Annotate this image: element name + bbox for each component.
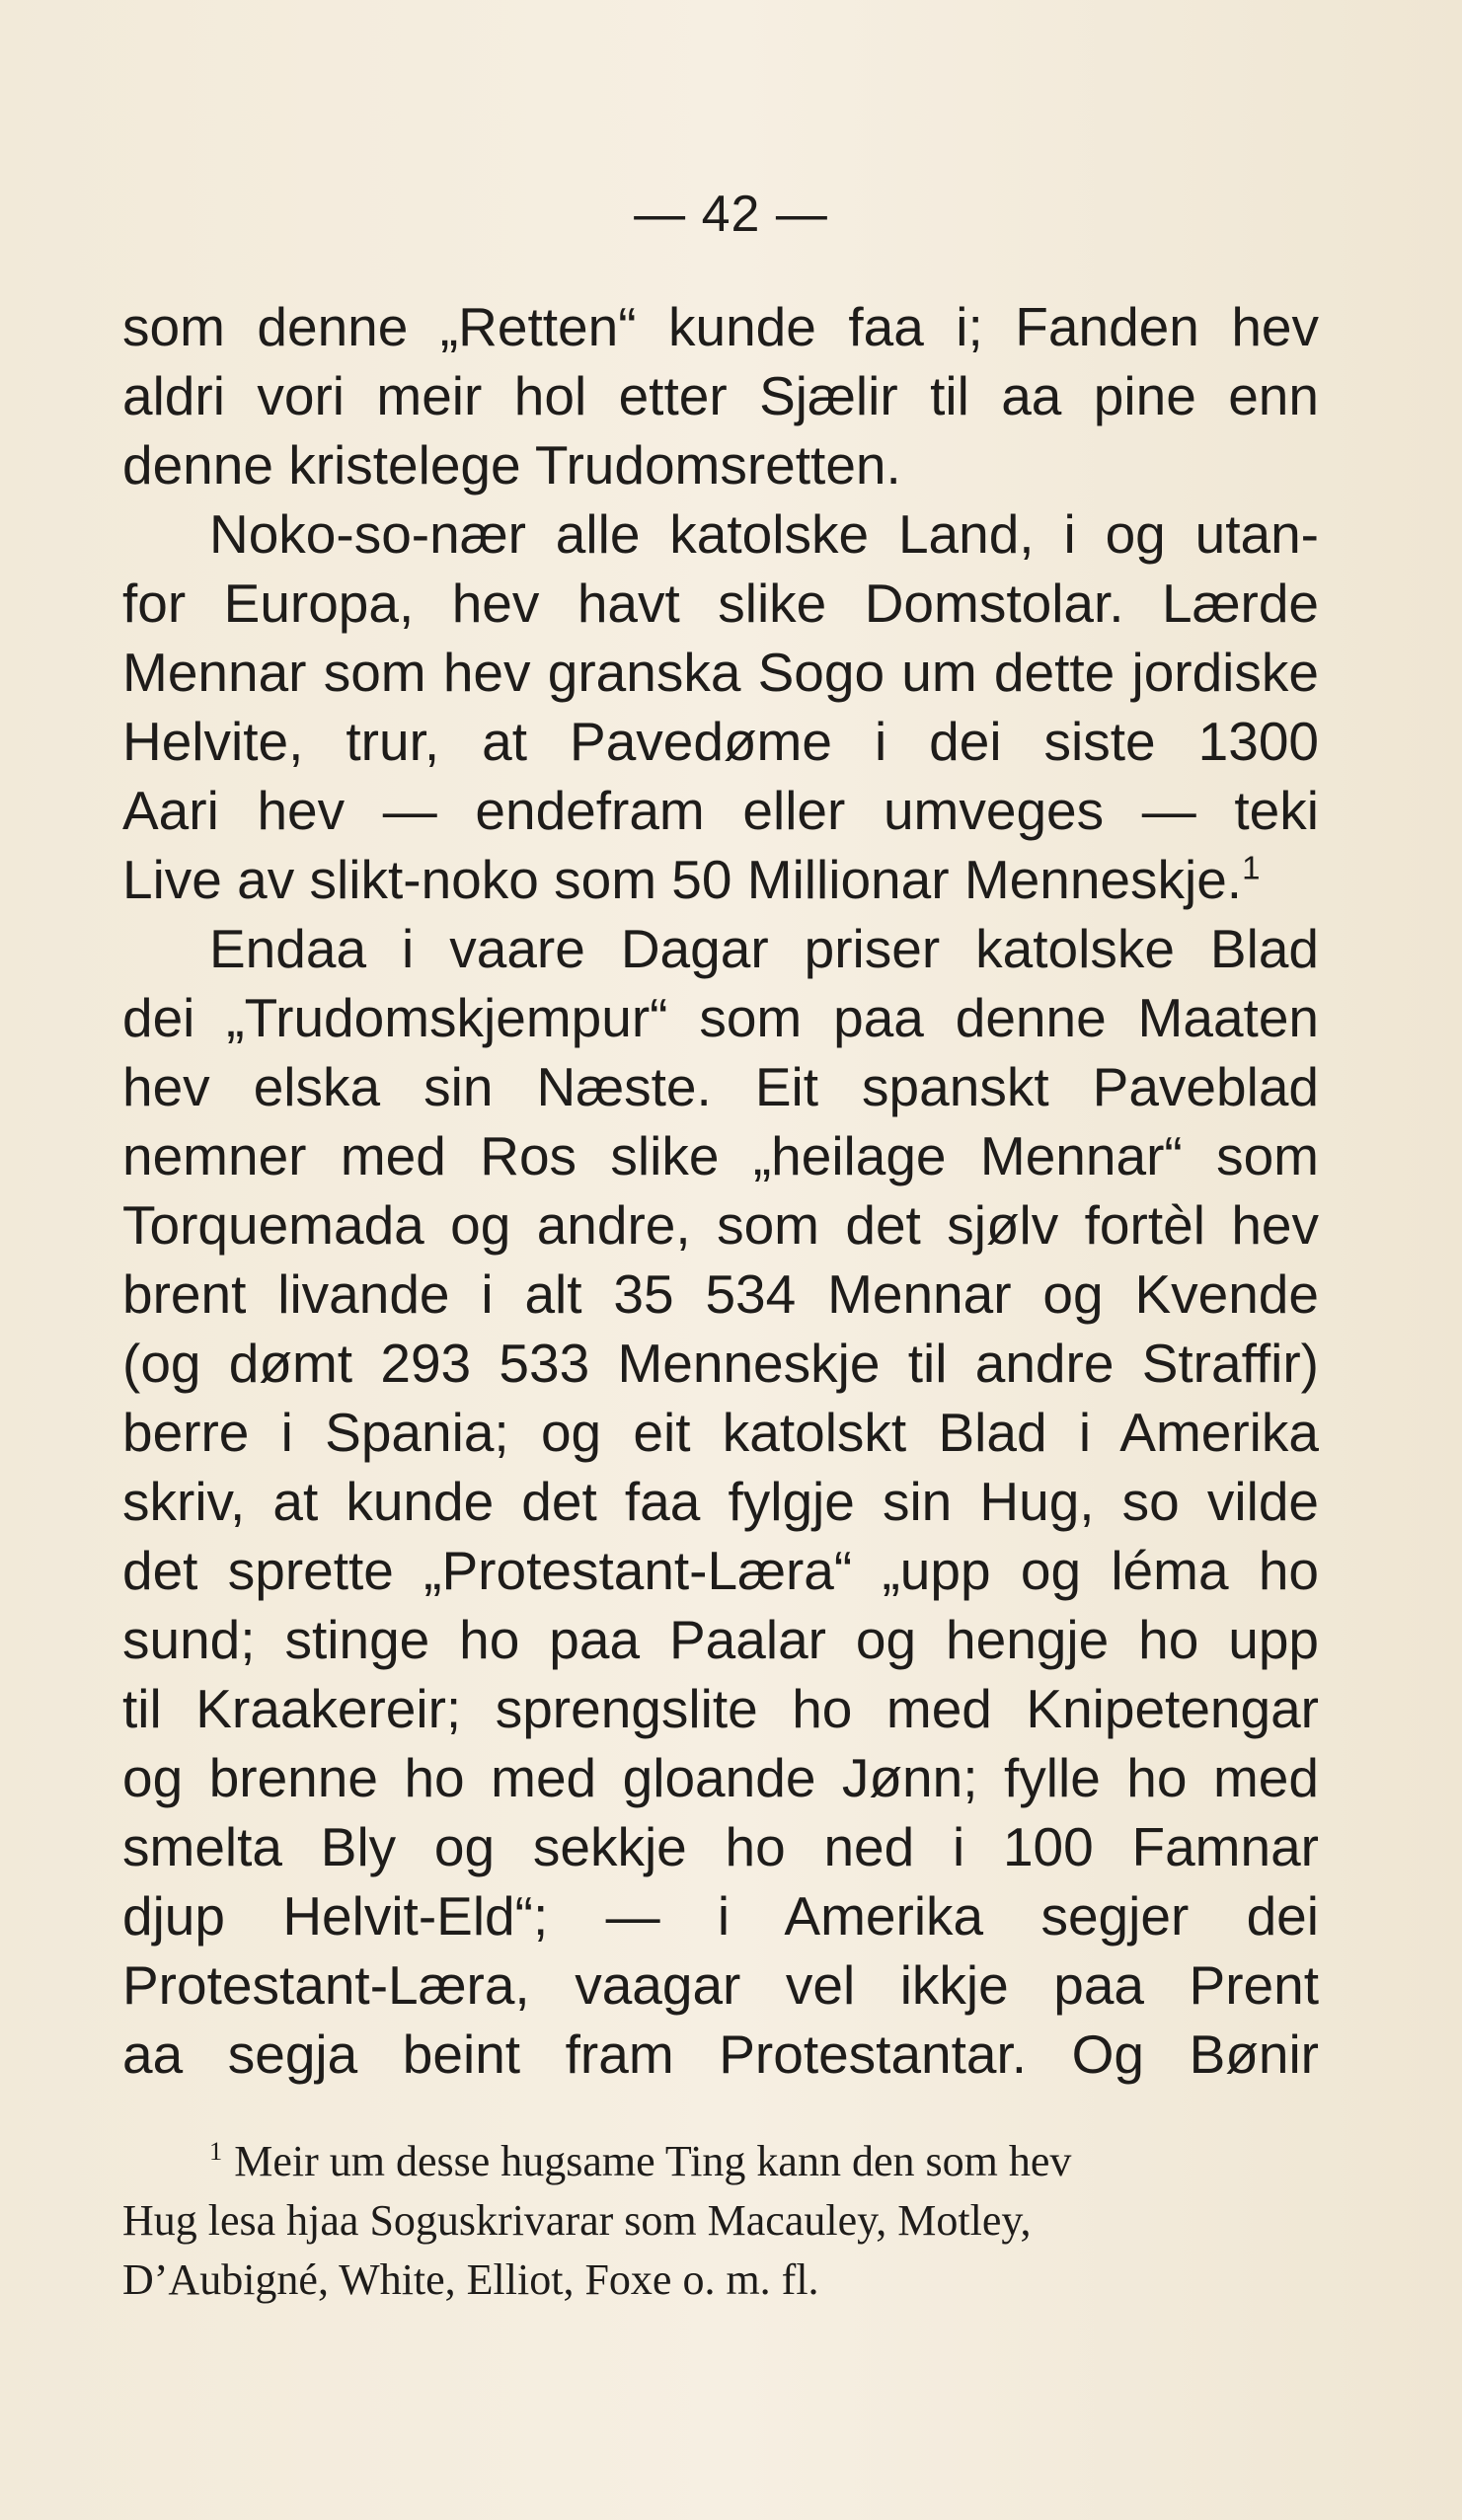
text-line-content: Protestant-Læra, vaagar vel ikkje paa Prent — [122, 1954, 1319, 2016]
text-line-content: brent livande i alt 35 534 Mennar og Kvende — [122, 1263, 1319, 1325]
text-line-content: Helvite, trur, at Pavedøme i dei siste 1300 — [122, 711, 1319, 772]
footnote-reference: 1 — [1242, 849, 1261, 886]
footnote-line — [122, 2251, 1319, 2310]
text-line — [122, 1329, 1319, 1398]
text-line — [122, 1190, 1319, 1260]
text-line-content: denne kristelege Trudomsretten. — [122, 434, 901, 496]
text-line — [122, 430, 1319, 499]
text-line — [122, 776, 1319, 845]
text-line — [122, 1605, 1319, 1674]
footnote — [122, 2132, 1319, 2310]
text-line — [122, 1398, 1319, 1467]
text-line — [122, 1260, 1319, 1329]
text-line — [122, 1536, 1319, 1605]
text-line — [122, 292, 1319, 361]
text-line-content: Endaa i vaare Dagar priser katolske Blad — [209, 918, 1319, 979]
text-line — [122, 499, 1319, 569]
text-line — [122, 1052, 1319, 1121]
footnote-line-content: D’Aubigné, White, Elliot, Foxe o. m. fl. — [122, 2255, 819, 2304]
text-line-content: Aari hev — endefram eller umveges — teki — [122, 780, 1319, 841]
text-line-content: aldri vori meir hol etter Sjælir til aa pine enn — [122, 365, 1319, 426]
text-line-content: det sprette „Protestant-Læra“ „upp og léma ho — [122, 1540, 1319, 1601]
text-line-content: smelta Bly og sekkje ho ned i 100 Famnar — [122, 1816, 1319, 1877]
text-line — [122, 361, 1319, 430]
text-line-content: djup Helvit-Eld“; — i Amerika segjer dei — [122, 1885, 1319, 1947]
body-text — [122, 292, 1319, 2089]
text-line — [122, 1950, 1319, 2020]
text-line — [122, 983, 1319, 1052]
page-number: — 42 — — [634, 186, 828, 243]
text-line-content: for Europa, hev havt slike Domstolar. Lærde — [122, 573, 1319, 634]
text-line — [122, 845, 1319, 914]
text-line — [122, 707, 1319, 776]
text-line — [122, 569, 1319, 638]
text-line-content: dei „Trudomskjempur“ som paa denne Maaten — [122, 987, 1319, 1048]
text-line — [122, 1121, 1319, 1190]
text-line-content: (og dømt 293 533 Menneskje til andre Straffir) — [122, 1333, 1319, 1394]
text-line — [122, 914, 1319, 983]
footnote-line-content: Hug lesa hjaa Soguskrivarar som Macauley, Motley, — [122, 2196, 1032, 2245]
text-line-content: og brenne ho med gloande Jønn; fylle ho med — [122, 1747, 1319, 1808]
text-line-content: nemner med Ros slike „heilage Mennar“ som — [122, 1125, 1319, 1186]
text-line — [122, 638, 1319, 707]
text-line — [122, 2020, 1319, 2089]
text-line-content: Noko-so-nær alle katolske Land, i og utan- — [209, 503, 1319, 565]
text-line-content: Torquemada og andre, som det sjølv fortèl hev — [122, 1194, 1319, 1256]
text-line — [122, 1467, 1319, 1536]
text-line-content: hev elska sin Næste. Eit spanskt Paveblad — [122, 1056, 1319, 1117]
text-line — [122, 1812, 1319, 1881]
footnote-line-content: Meir um desse hugsame Ting kann den som hev — [234, 2137, 1072, 2185]
text-line-content: til Kraakereir; sprengslite ho med Knipetengar — [122, 1678, 1319, 1739]
footnote-line — [122, 2191, 1319, 2251]
text-line — [122, 1674, 1319, 1743]
footnote-line — [122, 2132, 1319, 2191]
text-line-content: sund; stinge ho paa Paalar og hengje ho upp — [122, 1609, 1319, 1670]
text-line-content: som denne „Retten“ kunde faa i; Fanden hev — [122, 296, 1319, 357]
text-line-content: Live av slikt-noko som 50 Millionar Menneskje. — [122, 849, 1243, 910]
footnote-marker: 1 — [209, 2136, 223, 2167]
text-line — [122, 1881, 1319, 1950]
text-line-content: skriv, at kunde det faa fylgje sin Hug, so vilde — [122, 1471, 1319, 1532]
text-line-content: aa segja beint fram Protestantar. Og Bønir — [122, 2024, 1319, 2085]
text-line-content: Mennar som hev granska Sogo um dette jordiske — [122, 642, 1319, 703]
text-line — [122, 1743, 1319, 1812]
text-line-content: berre i Spania; og eit katolskt Blad i Amerika — [122, 1402, 1319, 1463]
